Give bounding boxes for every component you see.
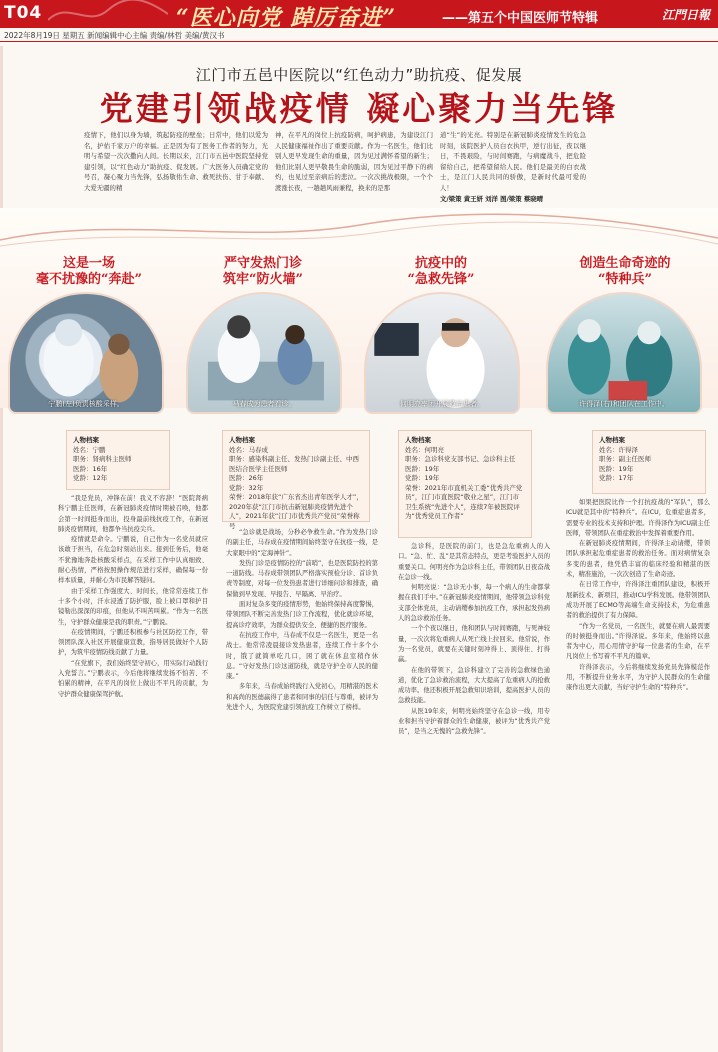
paragraph: 面对复杂多变的疫情形势，他始终保持高度警惕，带领团队不断完善发热门诊工作流程，优化就诊环境，提高诊疗效率，为群众提供安全、便捷的医疗服务。 (226, 601, 378, 629)
profile-card-1 (66, 430, 170, 490)
paragraph: 多年来，马春成始终践行入党初心，用精湛的医术和高尚的医德赢得了患者和同事的信任与尊重，被评为先进个人，为医院党建引领抗疫工作树立了榜样。 (226, 683, 378, 712)
intro-column-3 (440, 130, 586, 204)
paragraph: “在党旗下，我们始终坚守初心，用实际行动践行入党誓言。”宁鹏表示，今后他将继续发扬不怕苦、不怕累的精神，在平凡的岗位上做出不平凡的贡献，为守护群众健康保驾护航。 (58, 659, 208, 698)
card-heading: 人物档案 (73, 436, 99, 444)
paragraph: 在抗疫工作中，马春成不仅是一名医生，更是一名战士。他常常凌晨接诊发热患者，连续工作十多个小时，饿了就简单吃几口，困了就在休息室稍作休息。“守好发热门诊这道防线，就是守护全市人民的健康。” (226, 631, 378, 681)
article-headline: 党建引领战疫情 凝心聚力当先锋 (99, 89, 619, 128)
card-line: 姓名：马春成 (229, 445, 268, 454)
paragraph: 在新冠肺炎疫情期间，许得泽主动请缨，带领团队承担起危重症患者的救治任务。面对病情复杂多变的患者，他凭借丰富的临床经验和精湛的医术，精准施治，一次次创造了生命奇迹。 (566, 540, 710, 579)
card-line: 职务：急诊科党支部书记、急诊科主任 (405, 455, 516, 463)
photo-caption-3: 何明亮率团开展救治患者。 (400, 400, 484, 408)
card-line: 职务：肾病科主医师 (73, 455, 132, 463)
card-line: 医龄：19年 (405, 464, 440, 473)
card-heading: 人物档案 (599, 436, 625, 444)
paragraph: 从医19年来，何明亮始终坚守在急诊一线，用专业和担当守护着群众的生命健康，被评为“优秀共产党员”，是当之无愧的“急救先锋”。 (398, 707, 550, 736)
paragraph: “作为一名党员，一名医生，就要在病人最需要的时候挺身而出。”许得泽说。多年来，他始终以患者为中心，用心用情守护每一位患者的生命，在平凡岗位上书写着不平凡的篇章。 (566, 622, 710, 661)
page-number: T04 (4, 3, 43, 23)
decorative-flourish (0, 210, 718, 250)
paragraph: “我是党员，冲锋在前！我义不容辞！”医院肾病科宁鹏主任医师，在新冠肺炎疫情时期被召唤，他都会第一时间挺身而出，投身最前线抗疫工作，在新冠肺炎疫情期间，他都争当抗疫尖兵。 (58, 495, 208, 533)
profile-card-3 (398, 430, 532, 538)
feature-title-1: 这是一场 毫不扰豫的“奔赴” (36, 256, 142, 287)
paragraph: 发热门诊是疫情防控的“前哨”，也是医院防控的第一道防线。马春成带领团队严格落实预检分诊、首诊负责等制度，对每一位发热患者进行详细问诊和排查，确保做到早发现、早报告、早隔离、早治疗。 (226, 559, 378, 598)
intro-text-3: 道“生”的光亮。特别是在新冠肺炎疫情发生的危急时刻，该院医护人员白衣执甲，逆行出征，夜以继日，不畏艰险，与时间赛跑，与病魔战斗，把危险留给自己，把希望留给人民。他们是最美的白衣战士，是江门人民共同的骄傲，是新时代最可爱的人！ (440, 131, 586, 192)
paragraph: 许得泽表示，今后将继续发扬党员先锋模范作用，不断提升业务水平，为守护人民群众的生命健康作出更大贡献，当好守护生命的“特种兵”。 (566, 663, 710, 692)
feature-title-3: 抗疫中的 “急救先锋” (407, 256, 475, 287)
story-column-2 (226, 528, 378, 1042)
paragraph: 何明亮说：“急诊无小事，每一个病人的生命都掌握在我们手中。”在新冠肺炎疫情期间，他带领急诊科党支部全体党员，主动请缨参加抗疫工作，承担起发热病人的急诊救治任务。 (398, 584, 550, 623)
card-line: 党龄：17年 (599, 474, 634, 482)
paragraph: 如果把医院比作一个打抗疫战的“军队”，那么ICU就是其中的“特种兵”。在ICU，危重症患者多，需要专业的技术支持和护理。许得泽作为ICU副主任医师，带领团队在重症救治中发挥着重要作用。 (566, 499, 710, 537)
card-line: 职务：副主任医师 (599, 455, 651, 463)
newspaper-logo: 江門日報 (661, 8, 710, 22)
feature-title-4: 创造生命奇迹的 “特种兵” (579, 256, 671, 287)
card-line: 党龄：32年 (229, 483, 264, 492)
photo-caption-4: 许得泽(右)和团队在工作中。 (579, 400, 669, 408)
paragraph: “急诊就是战场，分秒必争救生命。”作为发热门诊的副主任，马春成在疫情期间始终坚守在抗疫一线，是大家眼中的“定海神针”。 (226, 529, 378, 557)
card-line: 荣誉：2018年获“广东省杰出青年医学人才”，2020年获“江门市抗击新冠肺炎疫情先进个人”，2021年获“江门市优秀共产党员”荣誉称号 (229, 493, 363, 530)
story-column-3 (398, 542, 550, 1042)
card-line: 医龄：16年 (73, 464, 108, 473)
card-line: 姓名：何明亮 (405, 445, 444, 454)
intro-column-2: 神，在平凡的岗位上抗疫防病，呵护病患，为建设江门人民健康福祉作出了重要贡献。作为一名医生，他们比别人更早发现生命的重量，因为见过满怀希望的新生；他们比别人更早敬畏生命的脆弱，因为见过平静下的病灼，也见过至亲病后的悲泣。一次次挑战极限，一个个渡涨长夜，一趟趟风雨兼程，换来的是那 (275, 131, 433, 192)
paragraph: 疫情就是命令。宁鹏说，自己作为一名党员就应该敢于担当，在危急时刻站出来。接到任务后，他毫不犹豫地奔赴核酸采样点，在采样工作中认真细致、耐心热情，严格按照操作规范进行采样，确保每一份样本质量，并耐心为市民解答疑问。 (58, 536, 208, 585)
special-banner: “医心向党 踔厉奋进” (176, 5, 396, 31)
paragraph: 在疫情期间，宁鹏还积极参与社区防控工作，带领团队深入社区开展健康宣教，指导居民做好个人防护，为筑牢疫情防线贡献了力量。 (58, 628, 208, 657)
card-line: 荣誉：2021年市直机关工委“优秀共产党员”，江门市直医院“敬业之星”，江门市卫生系统“先进个人”，连续7年被医院评为“优秀党员工作者” (405, 483, 523, 520)
profile-card-4 (592, 430, 706, 494)
special-subtitle: ——第五个中国医师节特辑 (442, 11, 599, 26)
page-header (0, 0, 718, 31)
card-line: 党龄：12年 (73, 474, 108, 482)
dateline: 2022年8月19日 星期五 新闻编辑中心主编 责编/林哲 美编/黄汉书 (4, 31, 225, 40)
intro-column-1: 疫情下，他们以身为墙，筑起防疫的壁垒；日常中，他们以爱为名，护佑千家万户的幸福。正是因为有了医务工作者的努力，光明与希望一次次撒向人间。长期以来，江门市五邑中医院坚持党建引领，以“红色动力”助抗疫、促发展。广大医务人员确定党的号召，凝心聚力当先锋，弘扬敬佑生命、救死扶伤、甘于奉献、大爱无疆的精 (84, 131, 268, 192)
byline: 文/梁策 黄王妍 刘洋 图/梁策 蔡晓晴 (440, 194, 544, 203)
paragraph: 在日常工作中，许得泽注重团队建设，积极开展新技术、新项目，推动ICU学科发展。他带领团队成功开展了ECMO等高端生命支持技术，为危重患者的救治提供了有力保障。 (566, 581, 710, 620)
card-line: 医龄：26年 (229, 474, 264, 482)
paragraph: 急诊科，是医院的前门，也是急危重病人的入口。“急、忙、乱”是其常态特点，更是考验医护人员的重要关口。何明亮作为急诊科主任，带领团队日夜奋战在急诊一线。 (398, 543, 550, 581)
card-line: 医龄：19年 (599, 464, 634, 473)
profile-card-2 (222, 430, 370, 530)
page-edge (0, 46, 3, 1052)
card-heading: 人物档案 (405, 436, 431, 444)
card-line: 姓名：许得泽 (599, 445, 638, 454)
card-line: 党龄：19年 (405, 474, 440, 482)
decorative-swirl (48, 0, 168, 28)
card-line: 姓名：宁鹏 (73, 445, 106, 454)
photo-caption-1: 宁鹏(左)负责核酸采样。 (48, 400, 124, 408)
photo-caption-2: 马春成为患者看诊。 (232, 400, 296, 408)
card-line: 职务：感染科副主任、发热门诊副主任、中西医结合医学主任医师 (229, 455, 359, 473)
header-rule (0, 41, 718, 42)
card-heading: 人物档案 (229, 436, 255, 444)
paragraph: 在他的带领下，急诊科建立了完善的急救绿色通道，优化了急诊救治流程，大大提高了危重病人的抢救成功率。他还积极开展急救知识培训，提高医护人员的急救技能。 (398, 666, 550, 705)
article-kicker: 江门市五邑中医院以“红色动力”助抗疫、促发展 (195, 66, 523, 84)
story-column-4 (566, 498, 710, 1042)
story-column-1 (58, 494, 208, 1042)
paragraph: 一个个夜以继日，他和团队与时间赛跑，与死神较量，一次次将危重病人从死亡线上拉回来。他常说，作为一名党员，就要在关键时刻冲得上、顶得住、打得赢。 (398, 625, 550, 664)
paragraph: 由于采样工作强度大、时间长，他常常连续工作十多个小时，汗水浸透了防护服，脸上被口罩和护目镜勒出深深的印痕，但他从不叫苦叫累。“作为一名医生，守护群众健康是我的职责。”宁鹏说。 (58, 587, 208, 626)
feature-title-2: 严守发热门诊 筑牢“防火墙” (223, 256, 303, 287)
